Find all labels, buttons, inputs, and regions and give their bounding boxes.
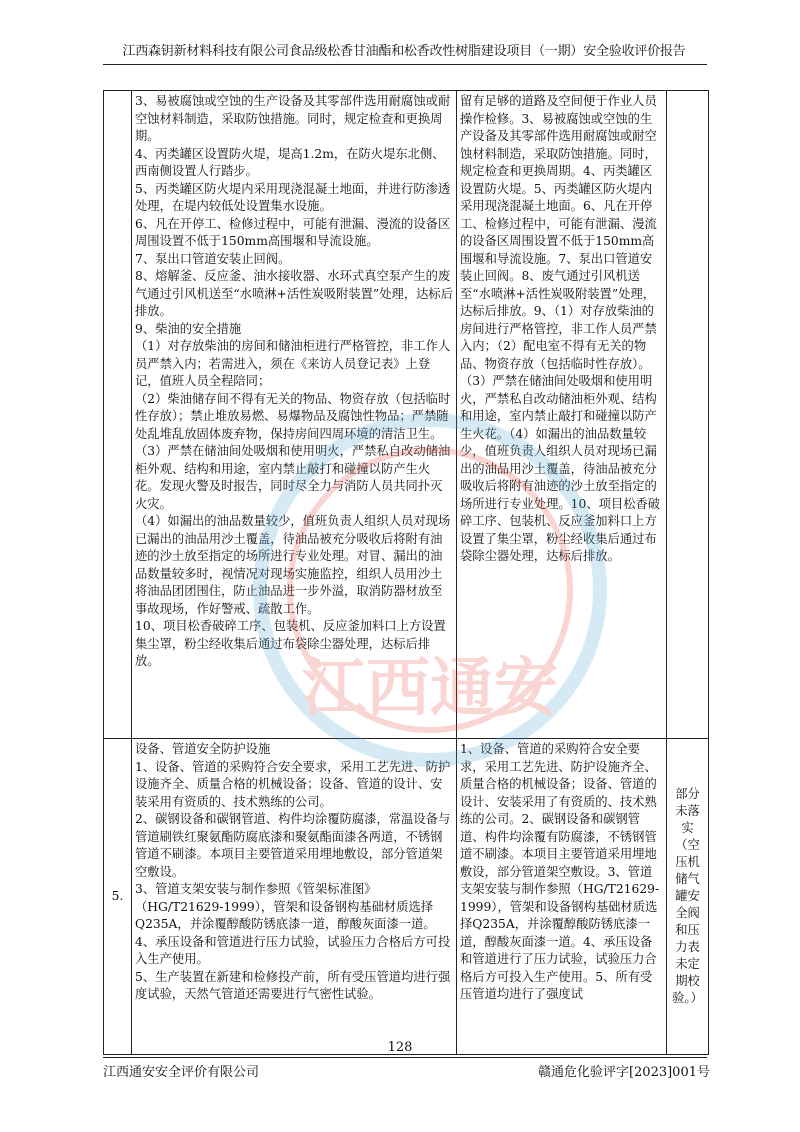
requirement-paragraph: 6、凡在开停工、检修过程中，可能有泄漏、漫流的设备区周围设置不低于150mm高围堰和导流设施。	[135, 216, 451, 248]
requirement-paragraph: 3、易被腐蚀或空蚀的生产设备及其零部件选用耐腐蚀或耐空蚀材料制造，采取防蚀措施。同时，规定检查和更换周期。	[135, 94, 451, 143]
requirement-paragraph: （4）如漏出的油品数量较少，值班负责人组织人员对现场已漏出的油品用沙土覆盖，待油品被充分吸收后将附有油迹的沙土放至指定的场所进行专业处理。对冒、漏出的油品数量较多时，视情况对现场实施监控，组织人员用沙土将油品团团围住，防止油品进一步外溢，取消防器材放至事故现场，作好警戒、疏散工作。	[135, 514, 451, 616]
requirement-cell	[132, 739, 457, 1055]
actual-paragraph: 1、设备、管道的采购符合安全要求，采用工艺先进、防护设施齐全、质量合格的机械设备；设备、管道的设计、安装采用了有资质的、技术熟练的公司。2、碳钢设备和碳钢管道、构件均涂覆有防腐漆，不锈钢管道不刷漆。本项目主要管道采用埋地敷设，部分管道架空敷设。3、管道支架安装与制作参照（HG/T21629-1999），管架和设备钢构基础材质选择Q235A，并涂覆醇酸防锈底漆一道，醇酸灰面漆一道。4、承压设备和管道进行了压力试验，试验压力合格后方可投入生产使用。5、所有受压管道均进行了强度试	[460, 742, 660, 1001]
watermark-text: 江西通安	[302, 652, 558, 726]
requirement-paragraph: 5、丙类罐区防火堤内采用现浇混凝土地面，并进行防渗透处理，在堤内较低处设置集水设施。	[135, 181, 451, 213]
header-divider	[103, 64, 707, 65]
result-cell: 部分未落实（空压机储气罐安全阀和压力表未定期校验。）	[667, 739, 709, 1055]
footer-document-code: 赣通危化验评字[2023]001号	[537, 1065, 710, 1080]
requirement-paragraph: 5、生产装置在新建和检修投产前，所有受压管道均进行强度试验，天然气管道还需要进行气密性试验。	[135, 969, 451, 1001]
row-number-cell	[104, 91, 132, 739]
requirement-paragraph: （2）柴油储存间不得有无关的物品、物资存放（包括临时性存放）；禁止堆放易燃、易爆物品及腐蚀性物品；严禁随处乱堆乱放固体废弃物，保持房间四周环境的清洁卫生。	[135, 391, 451, 441]
result-cell	[667, 91, 709, 739]
evaluation-table	[103, 90, 709, 1055]
requirement-paragraph: 4、承压设备和管道进行压力试验，试验压力合格后方可投入生产使用。	[135, 934, 451, 966]
actual-paragraph: 留有足够的道路及空间便于作业人员操作检修。3、易被腐蚀或空蚀的生产设备及其零部件选用耐腐蚀或耐空蚀材料制造，采取防蚀措施。同时，规定检查和更换周期。4、丙类罐区设置防火堤。5、丙类罐区防火堤内采用现浇混凝土地面。6、凡在开停工、检修过程中，可能有泄漏、漫流的设备区周围设置不低于150mm高围堰和导流设施。7、泵出口管道安装止回阀。8、废气通过引风机送至“水喷淋+活性炭吸附装置”处理，达标后排放。9、（1）对存放柴油的房间进行严格管控，非工作人员严禁入内；（2）配电室不得有无关的物品、物资存放（包括临时性存放）。（3）严禁在储油间处吸烟和使用明火，严禁私自改动储油柜外观、结构和用途，室内禁止敲打和碰撞以防产生火花。（4）如漏出的油品数量较少，值班负责人组织人员对现场已漏出的油品用沙土覆盖，待油品被充分吸收后将附有油迹的沙土放至指定的场所进行专业处理。10、项目松香破碎工序、包装机、反应釜加料口上方设置了集尘罩，粉尘经收集后通过布袋除尘器处理，达标后排放。	[460, 94, 661, 563]
requirement-paragraph: （3）严禁在储油间处吸烟和使用明火，严禁私自改动储油柜外观、结构和用途，室内禁止敲打和碰撞以防产生火花。发现火警及时报告，同时尽全力与消防人员共同扑灭火灾。	[135, 444, 451, 511]
requirement-paragraph: 2、碳钢设备和碳钢管道、构件均涂覆防腐漆，常温设备与管道刷铁红聚氨酯防腐底漆和聚氨酯面漆各两道，不锈钢管道不刷漆。本项目主要管道采用埋地敷设，部分管道架空敷设。	[135, 812, 451, 879]
page-header-title: 江西森钥新材料科技有限公司食品级松香甘油酯和松香改性树脂建设项目（一期）安全验收评价报告	[122, 44, 686, 59]
requirement-paragraph: 3、管道支架安装与制作参照《管架标准图》（HG/T21629-1999），管架和设备钢构基础材质选择Q235A，并涂覆醇酸防锈底漆一道，醇酸灰面漆一道。	[135, 882, 436, 931]
requirement-paragraph: 7、泵出口管道安装止回阀。	[135, 251, 291, 266]
footer-company: 江西通安安全评价有限公司	[103, 1065, 260, 1080]
table-row	[104, 739, 709, 1055]
requirement-paragraph: 9、柴油的安全措施	[135, 321, 242, 336]
actual-situation-cell	[457, 91, 667, 739]
requirement-paragraph: 1、设备、管道的采购符合安全要求，采用工艺先进、防护设施齐全、质量合格的机械设备；设备、管道的设计、安装采用有资质的、技术熟练的公司。	[135, 759, 451, 809]
requirement-paragraph: 8、熔解釜、反应釜、油水接收器、水环式真空泵产生的废气通过引风机送至“水喷淋+活性炭吸附装置”处理，达标后排放。	[135, 269, 454, 318]
table-row	[104, 91, 709, 739]
footer-divider	[103, 1057, 707, 1058]
row-number-cell: 5.	[104, 739, 132, 1055]
actual-situation-cell	[457, 739, 667, 1055]
requirement-paragraph: 4、丙类罐区设置防火堤，堤高1.2m，在防火堤东北侧、西南侧设置人行踏步。	[135, 146, 445, 178]
page-number: 128	[387, 1040, 413, 1055]
requirement-paragraph: （1）对存放柴油的房间和储油柜进行严格管控，非工作人员严禁入内；若需进入，须在《来访人员登记表》上登记，值班人员全程陪同；	[135, 339, 451, 388]
requirement-paragraph: 10、项目松香破碎工序、包装机、反应釜加料口上方设置集尘罩，粉尘经收集后通过布袋除尘器处理，达标后排放。	[135, 619, 446, 668]
requirement-paragraph: 设备、管道安全防护设施	[135, 742, 271, 756]
requirement-cell	[132, 91, 457, 739]
